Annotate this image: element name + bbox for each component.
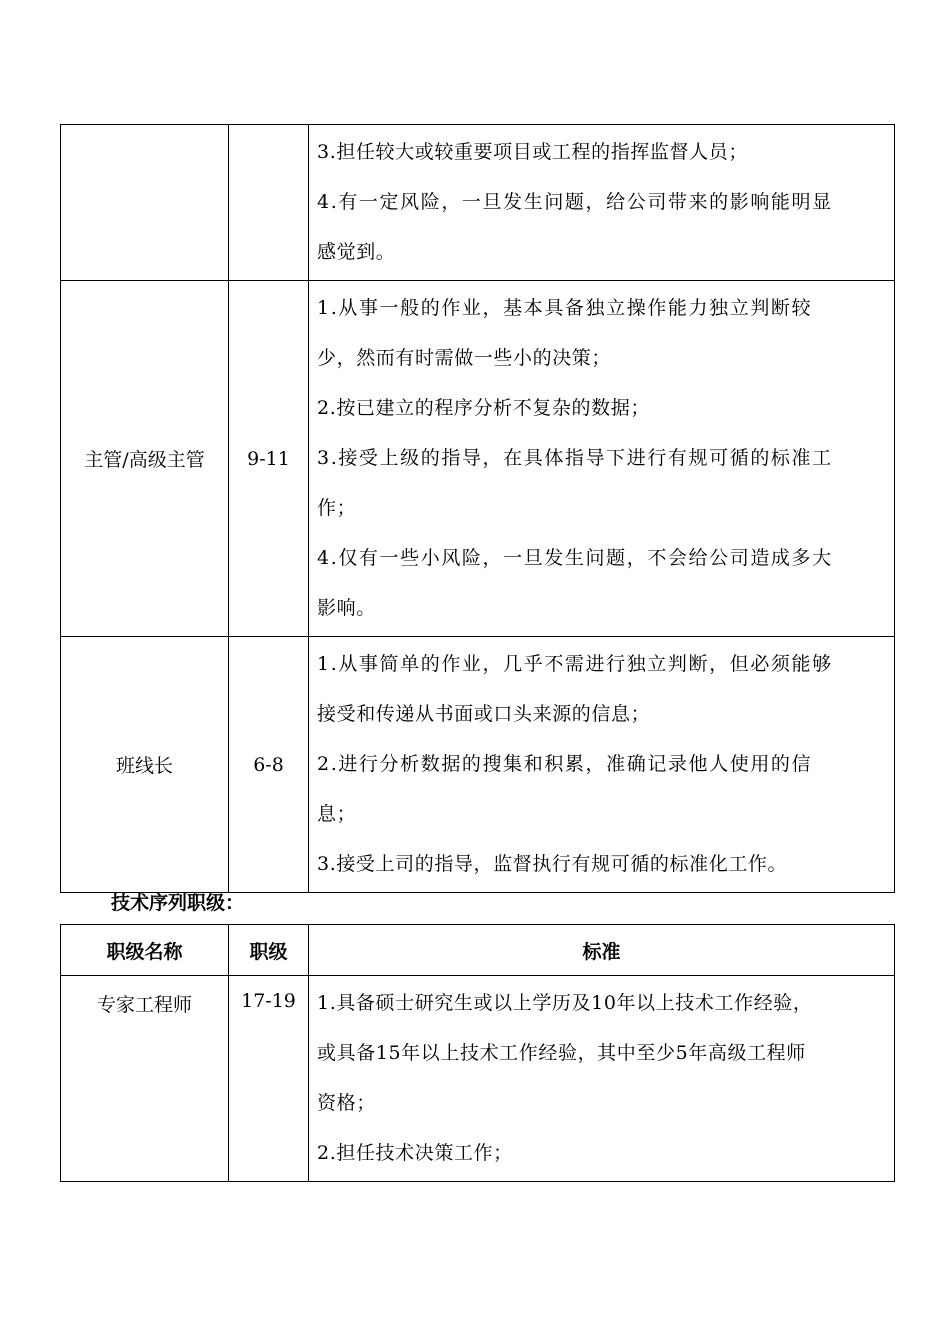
management-grade-table xyxy=(60,124,895,893)
standard-line: 资格； xyxy=(317,1092,376,1114)
standard-line: 少，然而有时需做一些小的决策； xyxy=(317,347,612,369)
table-row xyxy=(61,637,895,893)
header-standard: 标准 xyxy=(309,925,895,976)
table-row xyxy=(61,976,895,1182)
grade-standard-cell xyxy=(309,281,895,637)
grade-level-cell: 6-8 xyxy=(229,637,309,893)
standard-line: 4.有一定风险，一旦发生问题，给公司带来的影响能明显 xyxy=(317,191,833,213)
table-header-row xyxy=(61,925,895,976)
standard-line: 1.从事一般的作业，基本具备独立操作能力独立判断较 xyxy=(317,297,813,319)
grade-standard-cell xyxy=(309,976,895,1182)
grade-level-cell: 9-11 xyxy=(229,281,309,637)
header-grade-name: 职级名称 xyxy=(61,925,229,976)
standard-line: 或具备15年以上技术工作经验，其中至少5年高级工程师 xyxy=(317,1042,806,1064)
grade-name-cell: 主管/高级主管 xyxy=(61,281,229,637)
standard-line: 3.接受上级的指导，在具体指导下进行有规可循的标准工 xyxy=(317,447,833,469)
standard-line: 1.具备硕士研究生或以上学历及10年以上技术工作经验， xyxy=(317,992,813,1014)
grade-name-cell xyxy=(61,125,229,281)
standard-line: 感觉到。 xyxy=(317,241,396,263)
table-row xyxy=(61,281,895,637)
header-grade-level: 职级 xyxy=(229,925,309,976)
table-row xyxy=(61,125,895,281)
grade-level-cell: 17-19 xyxy=(229,976,309,1182)
standard-line: 3.接受上司的指导，监督执行有规可循的标准化工作。 xyxy=(317,853,788,875)
grade-level-cell xyxy=(229,125,309,281)
technical-grade-table xyxy=(60,924,895,1182)
standard-line: 2.按已建立的程序分析不复杂的数据； xyxy=(317,397,650,419)
standard-line: 作； xyxy=(317,497,357,519)
grade-standard-cell xyxy=(309,637,895,893)
standard-line: 1.从事简单的作业，几乎不需进行独立判断，但必须能够 xyxy=(317,653,833,675)
standard-line: 3.担任较大或较重要项目或工程的指挥监督人员； xyxy=(317,141,748,163)
standard-line: 影响。 xyxy=(317,597,376,619)
section-title: 技术序列职级： xyxy=(111,892,245,914)
standard-line: 4.仅有一些小风险，一旦发生问题，不会给公司造成多大 xyxy=(317,547,833,569)
standard-line: 2.担任技术决策工作； xyxy=(317,1142,513,1164)
grade-name-cell: 专家工程师 xyxy=(61,976,229,1182)
standard-line: 息； xyxy=(317,803,357,825)
standard-line: 接受和传递从书面或口头来源的信息； xyxy=(317,703,651,725)
grade-name-cell: 班线长 xyxy=(61,637,229,893)
standard-line: 2.进行分析数据的搜集和积累，准确记录他人使用的信 xyxy=(317,753,813,775)
grade-standard-cell xyxy=(309,125,895,281)
